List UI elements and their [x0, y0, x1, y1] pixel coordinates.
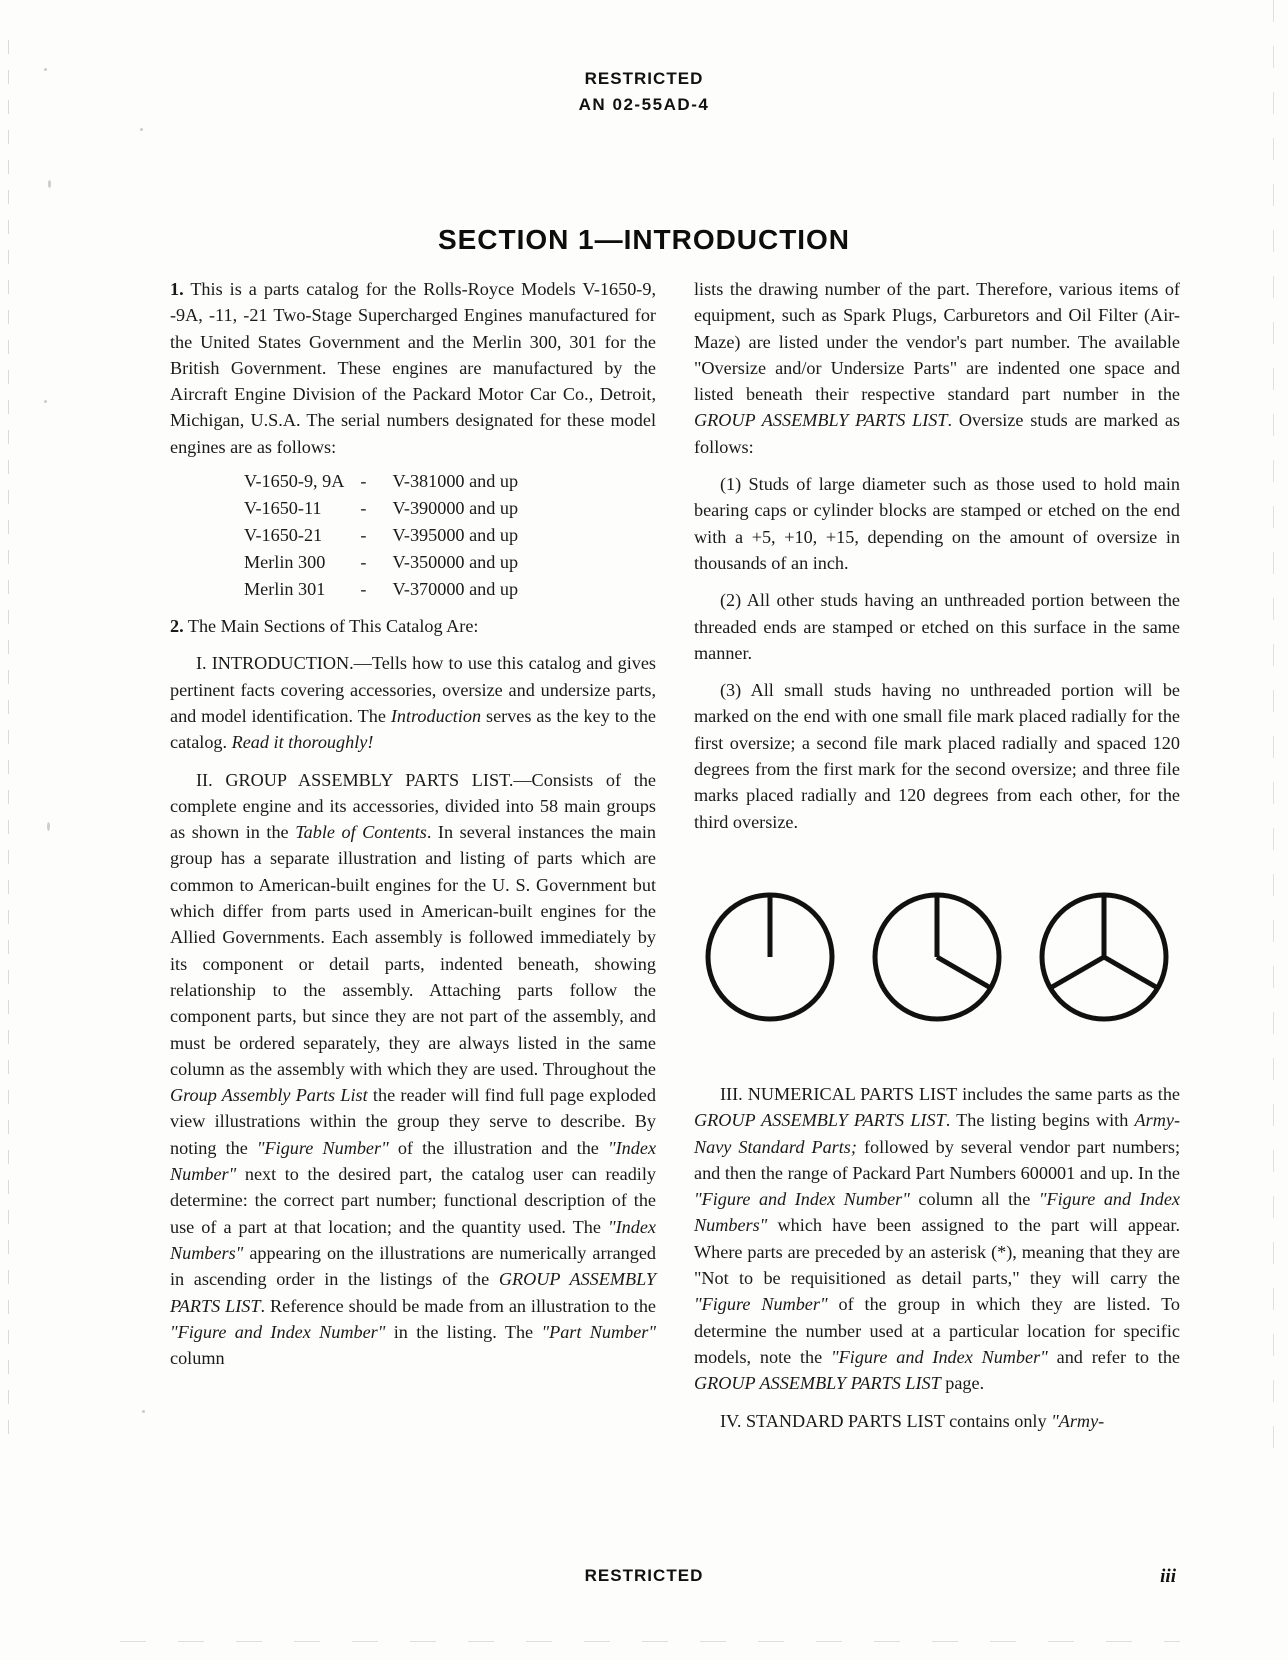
section-II-italic-index-number: "Index Number": [170, 1137, 657, 1185]
section-II-text-e: next to the desired part, the catalog user can readily determine: the correct part number; functional description of the use of a part at that location; and the quantity used. The: [170, 1164, 656, 1237]
serial-number-table: [244, 468, 518, 603]
table-row: [244, 468, 518, 495]
section-II-text-f: appearing on the illustrations are numerically arranged in ascending order in the listings of the: [170, 1242, 656, 1290]
scan-speck: [140, 128, 143, 131]
section-III-italic-figure-and-index-numbers: "Figure and Index Numbers": [694, 1189, 1180, 1236]
section-III-text-g: and refer to the: [1047, 1346, 1180, 1367]
classification-marking-top: RESTRICTED: [584, 69, 704, 88]
section-II-italic-part-number: "Part Number": [541, 1321, 657, 1342]
section-III-text-b: . The listing begins with: [945, 1110, 1135, 1131]
section-III-italic-figure-and-index-number-2: "Figure and Index Number": [831, 1346, 1048, 1367]
section-III-text-d: column all the: [909, 1189, 1039, 1210]
page-number: iii: [1160, 1566, 1176, 1587]
scan-artifact-bottom-edge: [120, 1641, 1180, 1642]
section-IV-italic-army: "Army-: [1051, 1410, 1105, 1431]
paragraph-2-number: 2.: [170, 616, 184, 637]
section-II-italic-group-assembly-parts-list-2: GROUP ASSEMBLY PARTS LIST: [170, 1269, 656, 1316]
serial-range: V-381000 and up: [392, 471, 519, 492]
numbered-item-3-text: All small studs having no unthreaded portion will be marked on the end with one small file mark placed radially for the first oversize; a second file mark placed radially and spaced 120 degrees from the first mark for the second oversize; and three file marks placed radially and 120 degrees from each other, for the third oversize.: [694, 680, 1180, 832]
continuation-text-b: . Oversize studs are marked as follows:: [694, 410, 1180, 457]
classification-marking-bottom: RESTRICTED: [584, 1566, 704, 1585]
section-III-text-a: includes the same parts as the: [957, 1083, 1180, 1104]
scan-speck: [142, 1410, 145, 1413]
section-II-italic-table-of-contents: Table of Contents: [295, 822, 427, 843]
scan-speck: [48, 180, 51, 188]
separator-dash: -: [360, 471, 367, 492]
serial-range: V-395000 and up: [392, 525, 519, 546]
scan-artifact-right-edge: [1273, 0, 1274, 1450]
table-row: [244, 495, 518, 522]
section-III-text-f: of the group in which they are listed. To determine the number used at a particular location for specific models, note the: [694, 1294, 1181, 1367]
catalog-section-I: [170, 650, 656, 755]
section-II-heading: II. GROUP ASSEMBLY PARTS LIST.—Consists: [196, 769, 594, 790]
left-column: [170, 276, 656, 1434]
paragraph-1-number: 1.: [170, 279, 184, 299]
section-II-text-c: the reader will find full page exploded view illustrations within the group they serve to describe. By noting the: [170, 1085, 656, 1158]
table-row: [244, 576, 518, 603]
numbered-item-3: [694, 677, 1180, 835]
serial-number-rows: [244, 468, 518, 603]
section-IV-text-a: contains only: [944, 1410, 1052, 1431]
section-II-italic-index-numbers: "Index Numbers": [170, 1216, 656, 1263]
paragraph-1-text: This is a parts catalog for the Rolls-Royce Models V-1650-9, -9A, -11, -21 Two-Stage Supercharged Engines manufactured for the United States Government and the Merlin 300, 301 for the British Government. These engines are manufactured by the Aircraft Engine Division of the Packard Motor Car Co., Detroit, Michigan, U.S.A. The serial numbers designated for these model engines are as follows:: [170, 279, 656, 457]
section-III-italic-figure-and-index-number: "Figure and Index Number": [694, 1189, 910, 1210]
scan-speck: [44, 400, 47, 403]
table-row: [244, 522, 518, 549]
document-header: [0, 66, 1288, 118]
serial-range: V-390000 and up: [392, 498, 519, 519]
paragraph-continuation: [694, 276, 1180, 460]
engine-model: V-1650-11: [244, 498, 322, 519]
stud-file-mark-diagrams: [700, 887, 1174, 1027]
continuation-italic-group-assembly-parts-list: GROUP ASSEMBLY PARTS LIST: [694, 410, 948, 431]
engine-model: Merlin 300: [244, 552, 326, 573]
section-III-text-h: page.: [940, 1373, 985, 1394]
separator-dash: -: [360, 525, 367, 546]
numbered-item-1-label: (1): [720, 474, 742, 495]
numbered-item-1: [694, 471, 1180, 576]
catalog-section-II: [170, 767, 656, 1372]
continuation-text-a: lists the drawing number of the part. Therefore, various items of equipment, such as Spark Plugs, Carburetors and Oil Filter (Air-Maze) are listed under the vendor's part number. The available "Oversize and/or Undersize Parts" are indented one space and listed beneath their respective standard part number in the: [694, 279, 1180, 405]
engine-model: V-1650-9, 9A: [244, 471, 345, 492]
paragraph-2: [170, 613, 656, 639]
section-II-italic-group-assembly-parts-list: Group Assembly Parts List: [170, 1085, 368, 1106]
section-III-text-c: followed by several vendor part numbers; and then the range of Packard Part Numbers 600001 and up. In the: [694, 1136, 1181, 1183]
numbered-item-2-label: (2): [720, 590, 742, 611]
separator-dash: -: [360, 579, 367, 600]
numbered-item-3-label: (3): [720, 680, 742, 701]
section-II-text-i: column: [170, 1348, 225, 1369]
section-III-italic-group-assembly-parts-list-2: GROUP ASSEMBLY PARTS LIST: [694, 1373, 941, 1394]
serial-range: V-350000 and up: [392, 552, 519, 573]
numbered-item-2: [694, 587, 1180, 666]
paragraph-1: [170, 276, 656, 460]
numbered-item-2-text: All other studs having an unthreaded portion between the threaded ends are stamped or etched on this surface in the same manner.: [694, 590, 1180, 663]
body-columns: [170, 276, 1180, 1434]
separator-dash: -: [360, 552, 367, 573]
paragraph-2-text: The Main Sections of This Catalog Are:: [183, 616, 479, 637]
catalog-section-IV: [694, 1408, 1180, 1434]
document-number: AN 02-55AD-4: [578, 95, 710, 114]
separator-dash: -: [360, 498, 367, 519]
section-II-text-d: of the illustration and the: [388, 1137, 608, 1158]
third-oversize-three-file-marks-icon: [1034, 887, 1174, 1027]
section-II-text-h: in the listing. The: [385, 1321, 542, 1342]
section-III-italic-figure-number: "Figure Number": [694, 1294, 828, 1315]
section-II-italic-figure-and-index-number: "Figure and Index Number": [170, 1321, 386, 1342]
section-II-text-b: . In several instances the main group has a separate illustration and listing of parts which are common to American-built engines for the U. S. Government but which differ from parts used in American-built engines for the Allied Governments. Each assembly is followed immediately by its component or detail parts, indented beneath, showing relationship to the assembly. Attaching parts follow the component parts, but since they are not part of the assembly, and must be ordered separately, they are always listed in the same column as the assembly with which they are used. Throughout the: [170, 822, 656, 1079]
section-II-italic-figure-number: "Figure Number": [256, 1137, 389, 1158]
section-I-italic-introduction: Introduction: [390, 705, 482, 726]
catalog-section-III: [694, 1081, 1180, 1397]
section-III-text-e: which have been assigned to the part will appear. Where parts are preceded by an asterisk (*), meaning that they are "Not to be requisitioned as detail parts," they will carry the: [694, 1215, 1180, 1289]
numbered-item-1-text: Studs of large diameter such as those used to hold main bearing caps or cylinder blocks are stamped or etched on the end with a +5, +10, +15, depending on the amount of oversize in thousands of an inch.: [694, 474, 1180, 573]
section-I-heading: I. INTRODUCTION.—Tells: [196, 653, 407, 674]
table-row: [244, 549, 518, 576]
section-III-italic-group-assembly-parts-list: GROUP ASSEMBLY PARTS LIST: [694, 1110, 946, 1131]
engine-model: V-1650-21: [244, 525, 323, 546]
section-IV-heading: IV. STANDARD PARTS LIST: [720, 1410, 945, 1431]
page-title: SECTION 1—INTRODUCTION: [437, 223, 850, 255]
section-II-text-a: of the complete engine and its accessories, divided into 58 main groups as shown in the: [170, 769, 656, 843]
section-III-heading: III. NUMERICAL PARTS LIST: [720, 1083, 958, 1104]
scan-speck: [47, 822, 50, 831]
first-oversize-one-file-mark-icon: [700, 887, 840, 1027]
section-I-text-b: serves as the key to the catalog.: [170, 705, 656, 753]
serial-range: V-370000 and up: [392, 579, 519, 600]
right-column: [694, 276, 1180, 1434]
second-oversize-two-file-marks-icon: [867, 887, 1007, 1027]
section-III-italic-army-navy-standard-parts: Army-Navy Standard Parts;: [694, 1110, 1180, 1157]
section-I-text-a: how to use this catalog and gives pertinent facts covering accessories, oversize and undersize parts, and model identification. The: [170, 653, 656, 726]
section-I-italic-read-it-thoroughly: Read it thoroughly!: [231, 732, 374, 753]
section-II-text-g: . Reference should be made from an illustration to the: [260, 1295, 656, 1316]
engine-model: Merlin 301: [244, 579, 326, 600]
